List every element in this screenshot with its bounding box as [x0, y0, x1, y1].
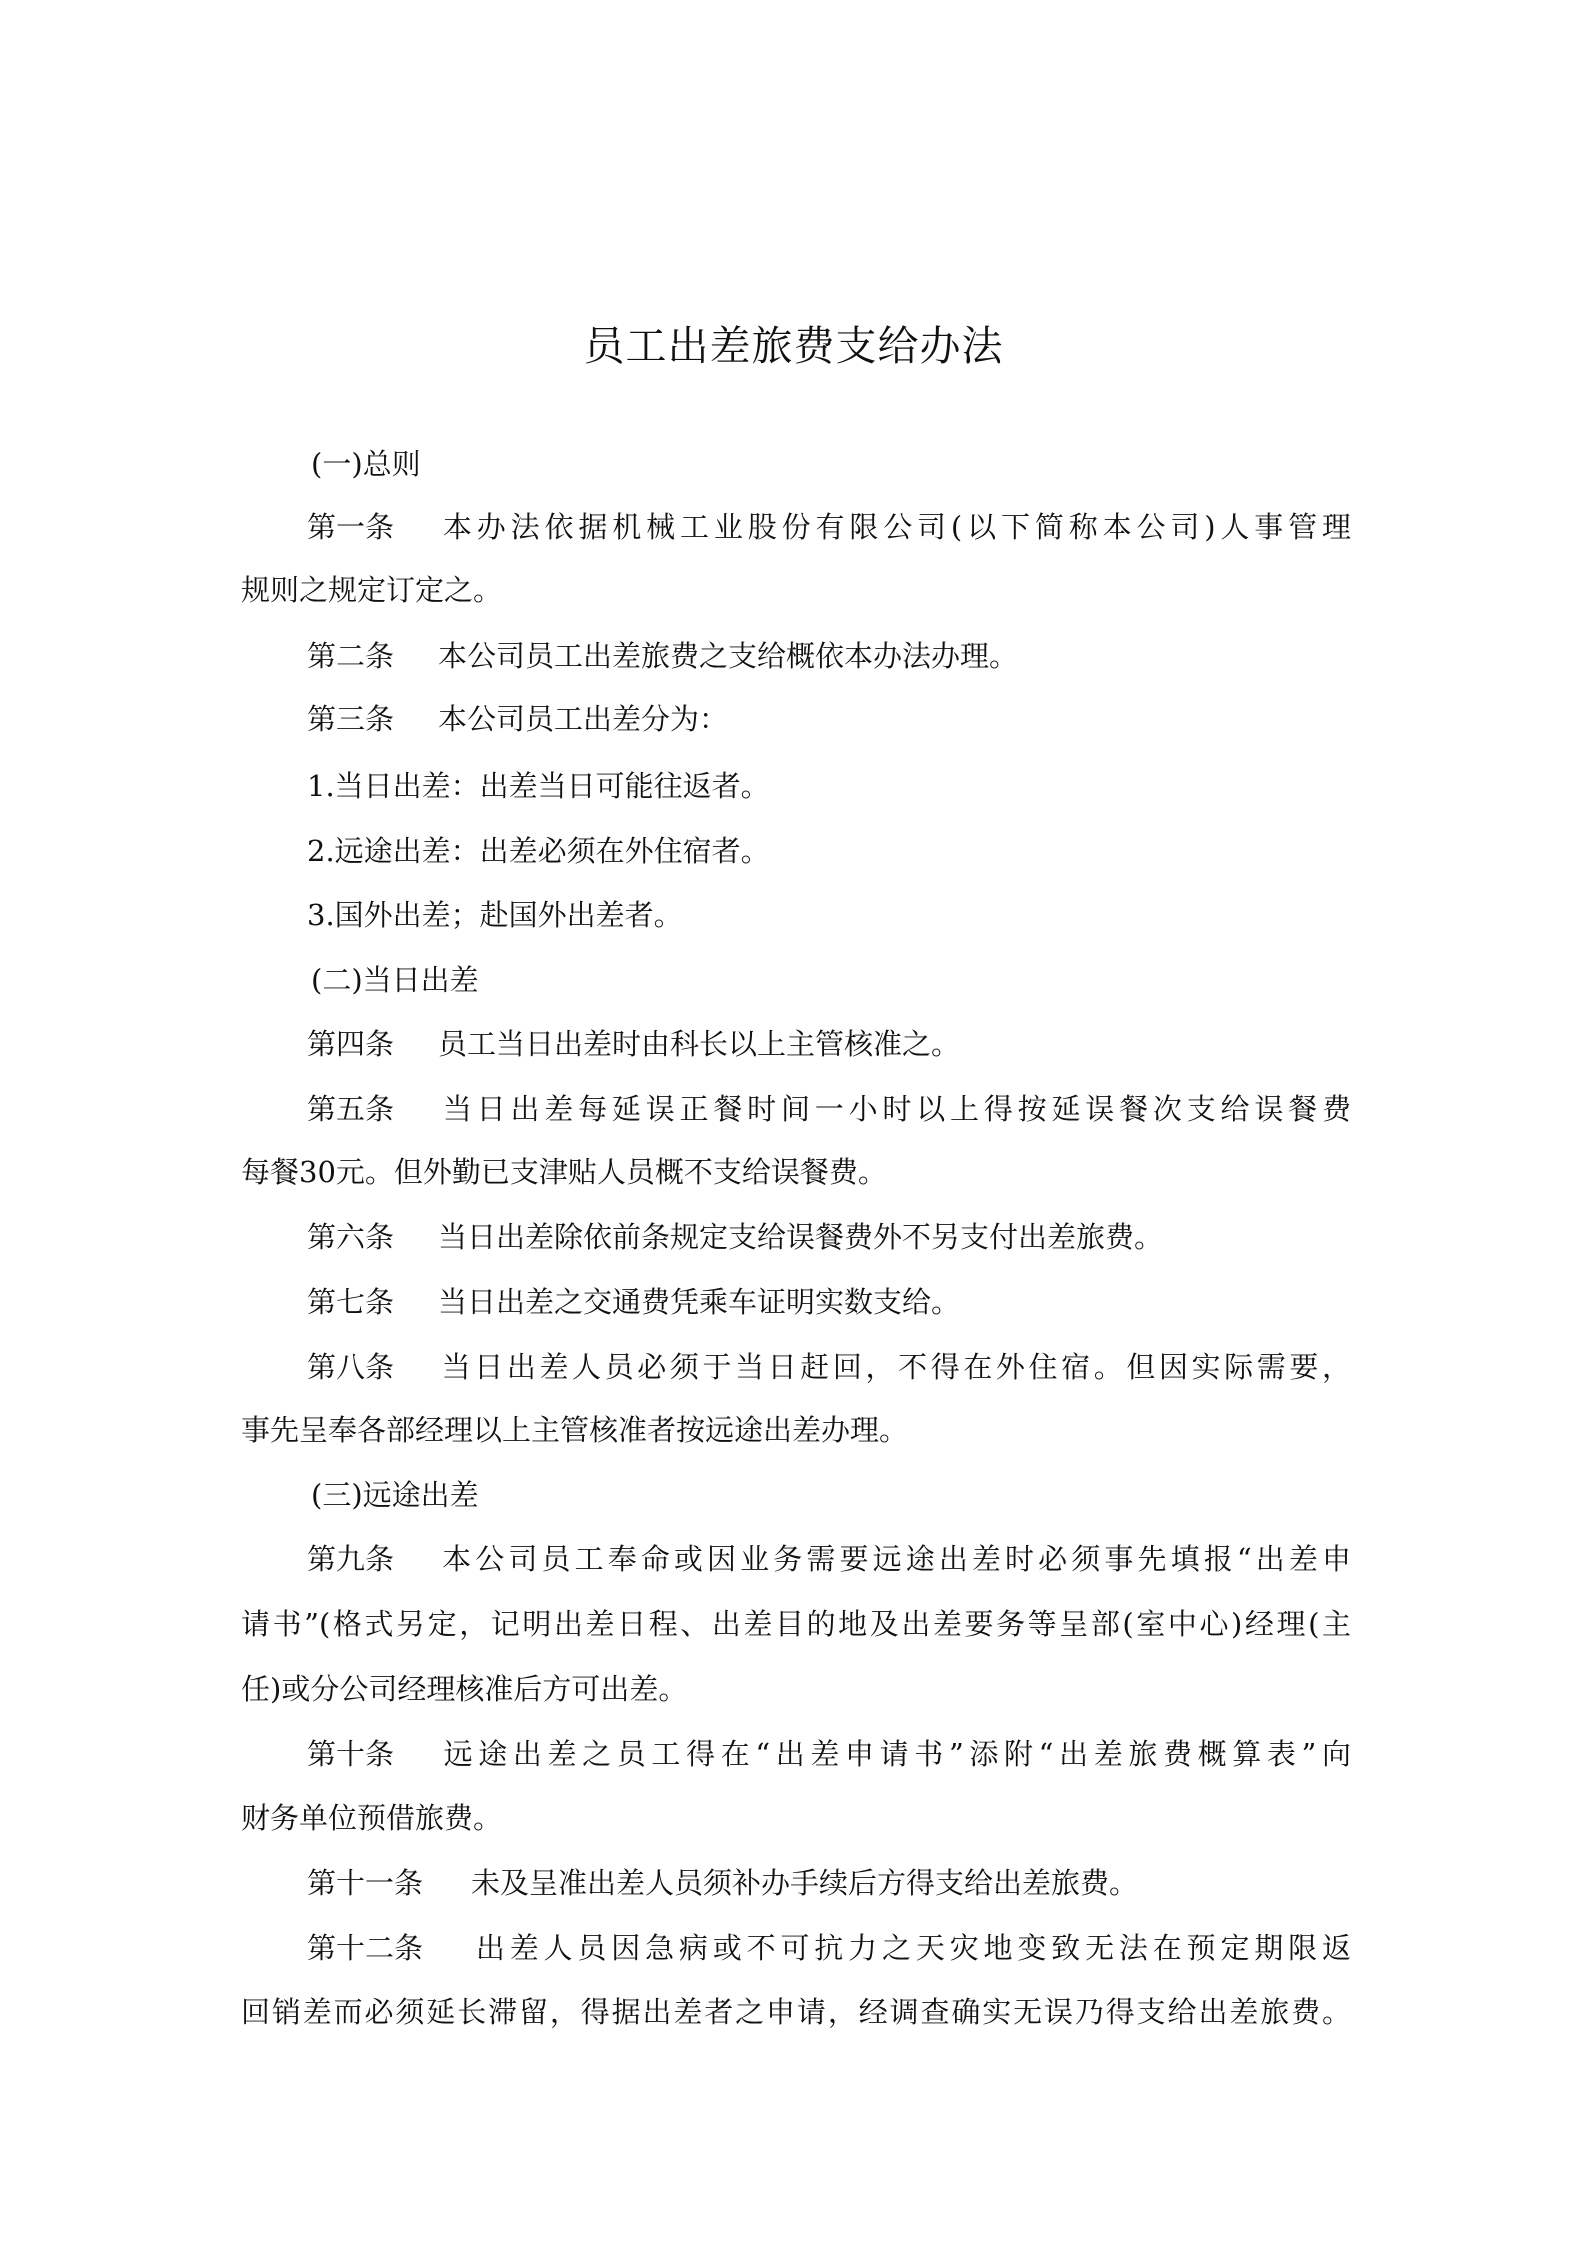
section-heading-long-distance: (三)远途出差: [311, 1478, 479, 1512]
article-3-item-2: 2.远途出差：出差必须在外住宿者。: [307, 834, 770, 868]
article-4-label: 第四条: [307, 1027, 395, 1061]
article-12: [307, 1926, 1351, 1970]
article-7: [307, 1280, 960, 1324]
article-5: [307, 1087, 1351, 1131]
article-5-text: 当日出差每延误正餐时间一小时以上得按延误餐次支给误餐费: [438, 1092, 1351, 1126]
article-3-text: 本公司员工出差分为：: [438, 702, 729, 736]
article-5-text-cont: 每餐30元。但外勤已支津贴人员概不支给误餐费。: [241, 1155, 887, 1189]
article-10-text: 远途出差之员工得在“出差申请书”添附“出差旅费概算表”向: [438, 1737, 1351, 1771]
article-7-label: 第七条: [307, 1285, 395, 1319]
article-1: [307, 505, 1351, 549]
article-6-label: 第六条: [307, 1220, 395, 1254]
article-10-label: 第十条: [307, 1737, 395, 1771]
article-10: [307, 1732, 1351, 1776]
article-8-text: 当日出差人员必须于当日赶回，不得在外住宿。但因实际需要，: [438, 1350, 1351, 1384]
article-9-text: 本公司员工奉命或因业务需要远途出差时必须事先填报“出差申: [438, 1542, 1351, 1576]
article-6: [307, 1215, 1163, 1259]
article-10-text-cont: 财务单位预借旅费。: [241, 1801, 503, 1835]
article-12-text: 出差人员因急病或不可抗力之天灾地变致无法在预定期限返: [471, 1931, 1351, 1965]
section-heading-general: (一)总则: [311, 447, 421, 481]
article-9: [307, 1537, 1351, 1581]
article-1-label: 第一条: [307, 510, 395, 544]
article-4-text: 员工当日出差时由科长以上主管核准之。: [438, 1027, 961, 1061]
article-2-label: 第二条: [307, 639, 395, 673]
article-3-item-3: 3.国外出差；赴国外出差者。: [307, 898, 683, 932]
section-heading-same-day: (二)当日出差: [311, 963, 479, 997]
article-9-text-cont-2: 任)或分公司经理核准后方可出差。: [241, 1672, 688, 1706]
article-1-text: 本办法依据机械工业股份有限公司(以下简称本公司)人事管理: [438, 510, 1351, 544]
article-6-text: 当日出差除依前条规定支给误餐费外不另支付出差旅费。: [438, 1220, 1164, 1254]
article-5-label: 第五条: [307, 1092, 395, 1126]
article-8: [307, 1345, 1351, 1389]
article-2-text: 本公司员工出差旅费之支给概依本办法办理。: [438, 639, 1019, 673]
article-11-label: 第十一条: [307, 1866, 424, 1900]
article-12-label: 第十二条: [307, 1931, 424, 1965]
article-12-text-cont: 回销差而必须延长滞留，得据出差者之申请，经调查确实无误乃得支给出差旅费。: [241, 1995, 1351, 2029]
article-3: [307, 697, 728, 741]
article-3-item-1: 1.当日出差：出差当日可能往返者。: [307, 769, 770, 803]
article-11-text: 未及呈准出差人员须补办手续后方得支给出差旅费。: [471, 1866, 1139, 1900]
article-9-text-cont: 请书”(格式另定，记明出差日程、出差目的地及出差要务等呈部(室中心)经理(主: [241, 1607, 1351, 1641]
article-8-label: 第八条: [307, 1350, 395, 1384]
document-title: 员工出差旅费支给办法: [583, 322, 1004, 370]
article-2: [307, 634, 1018, 678]
article-7-text: 当日出差之交通费凭乘车证明实数支给。: [438, 1285, 961, 1319]
article-1-text-cont: 规则之规定订定之。: [241, 573, 503, 607]
article-3-label: 第三条: [307, 702, 395, 736]
article-9-label: 第九条: [307, 1542, 395, 1576]
article-4: [307, 1022, 960, 1066]
article-11: [307, 1861, 1138, 1905]
article-8-text-cont: 事先呈奉各部经理以上主管核准者按远途出差办理。: [241, 1413, 909, 1447]
